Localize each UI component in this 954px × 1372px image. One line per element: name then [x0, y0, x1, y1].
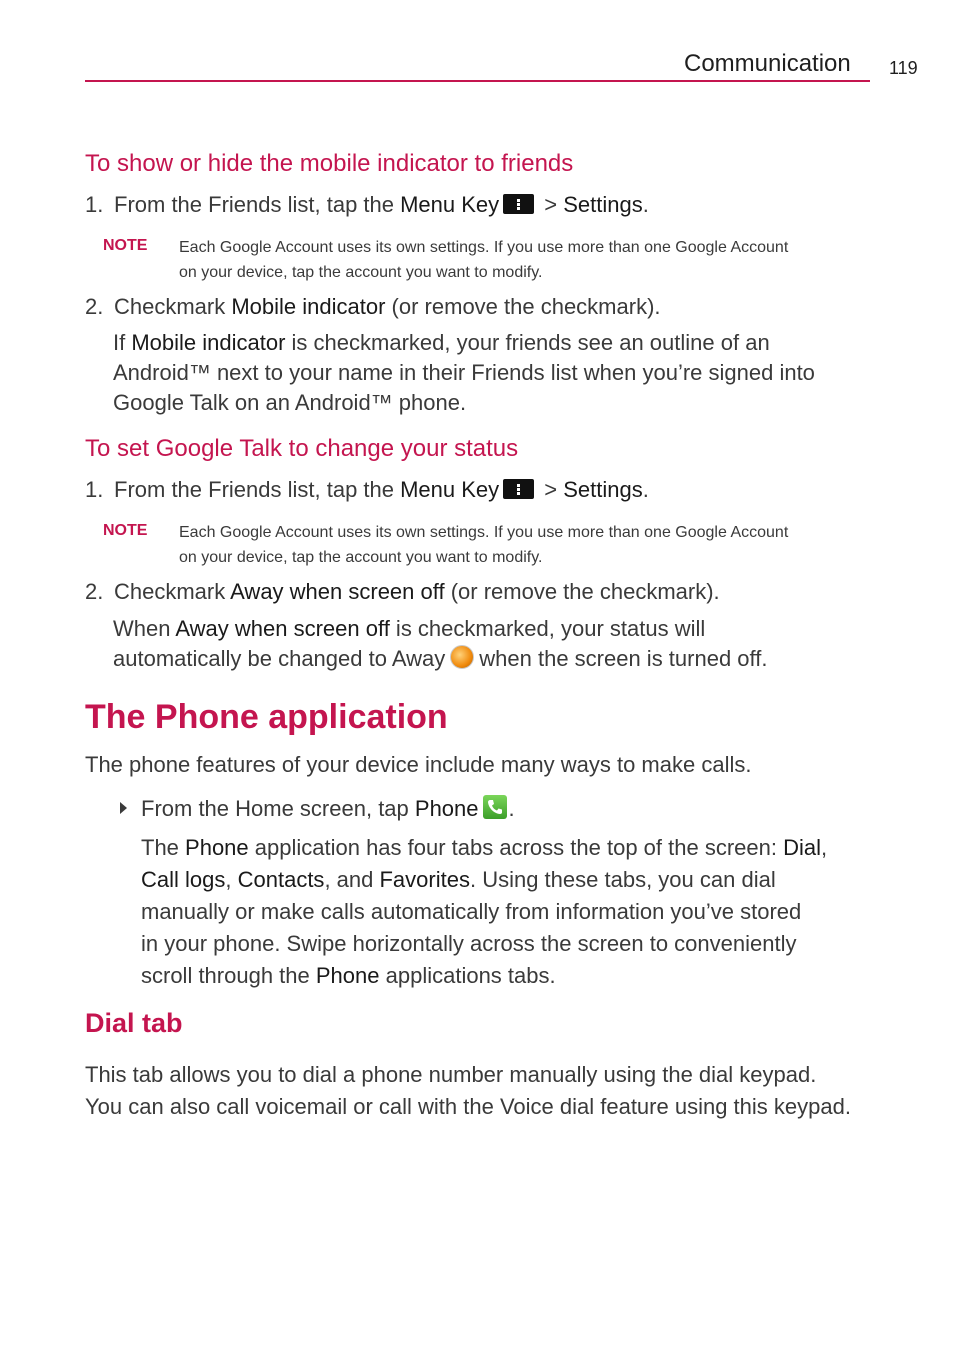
- period: .: [642, 192, 649, 217]
- step-text: Checkmark: [114, 579, 231, 604]
- phone-app-icon: [483, 795, 507, 819]
- note-text: [179, 520, 869, 570]
- page-title: The Phone application: [85, 698, 448, 736]
- settings-label: Settings: [563, 192, 643, 217]
- step-number: 1.: [85, 192, 104, 217]
- phone-paragraph: [141, 832, 881, 992]
- triangle-bullet-icon: [120, 802, 127, 814]
- para-line: This tab allows you to dial a phone number manually using the dial keypad.: [85, 1062, 817, 1087]
- running-header-section: Communication: [684, 50, 851, 77]
- note-line: on your device, tap the account you want to modify.: [179, 264, 543, 281]
- text: If: [113, 330, 132, 355]
- note-line: Each Google Account uses its own settings. If you use more than one Google Account: [179, 239, 789, 256]
- step-text: From the Friends list, tap the: [114, 477, 401, 502]
- menu-key-label: Menu Key: [400, 477, 500, 502]
- away-status-icon: [450, 645, 474, 669]
- gt-separator: >: [538, 477, 564, 502]
- para-line: [113, 644, 873, 674]
- note-line: Each Google Account uses its own settings. If you use more than one Google Account: [179, 524, 789, 541]
- step-text: (or remove the checkmark).: [385, 294, 661, 319]
- para-line: [113, 614, 873, 644]
- dial-tab-paragraph: [85, 1059, 851, 1123]
- section1-heading: To show or hide the mobile indicator to friends: [85, 150, 574, 177]
- text: application has four tabs across the top of the screen:: [248, 835, 784, 860]
- note-label: NOTE: [103, 237, 148, 254]
- menu-key-icon: [503, 194, 534, 214]
- away-when-screen-off-label: Away when screen off: [230, 579, 445, 604]
- phone-label: Phone: [185, 835, 249, 860]
- phone-label: Phone: [414, 796, 479, 821]
- section1-step1: [85, 190, 649, 220]
- text: .: [508, 796, 515, 821]
- section1-step2: [85, 292, 661, 322]
- para-line: [141, 960, 881, 992]
- away-when-screen-off-label: Away when screen off: [175, 616, 390, 641]
- text: ,: [225, 867, 238, 892]
- dial-label: Dial: [783, 835, 821, 860]
- step-text: Checkmark: [114, 294, 232, 319]
- phone-label: Phone: [315, 963, 380, 988]
- header-rule: [85, 80, 870, 82]
- para-line: manually or make calls automatically from information you’ve stored: [141, 899, 802, 924]
- text: The: [141, 835, 186, 860]
- para-line: Google Talk on an Android™ phone.: [113, 390, 467, 415]
- mobile-indicator-label: Mobile indicator: [131, 330, 286, 355]
- step-number: 2.: [85, 294, 104, 319]
- settings-label: Settings: [563, 477, 643, 502]
- text: ,: [821, 835, 828, 860]
- text: applications tabs.: [379, 963, 556, 988]
- section2-step2: [85, 577, 720, 607]
- para-line: in your phone. Swipe horizontally across the screen to conveniently: [141, 931, 797, 956]
- favorites-label: Favorites: [379, 867, 470, 892]
- para-line: [113, 328, 873, 358]
- mobile-indicator-label: Mobile indicator: [231, 294, 386, 319]
- text: When: [113, 616, 176, 641]
- section2-step1: [85, 475, 649, 505]
- text: . Using these tabs, you can dial: [469, 867, 776, 892]
- menu-key-icon: [503, 479, 534, 499]
- para-line: You can also call voicemail or call with the Voice dial feature using this keypad.: [85, 1094, 851, 1119]
- text: when the screen is turned off.: [479, 646, 768, 671]
- note-line: on your device, tap the account you want to modify.: [179, 549, 543, 566]
- contacts-label: Contacts: [237, 867, 325, 892]
- text: , and: [324, 867, 380, 892]
- step-text: From the Friends list, tap the: [114, 192, 401, 217]
- para-line: Android™ next to your name in their Friends list when you’re signed into: [113, 360, 815, 385]
- para-line: [141, 832, 881, 864]
- note-text: [179, 235, 869, 285]
- para-line: [141, 864, 881, 896]
- text: automatically be changed to Away: [113, 646, 446, 671]
- gt-separator: >: [538, 192, 564, 217]
- text: From the Home screen, tap: [141, 796, 415, 821]
- step-text: (or remove the checkmark).: [444, 579, 720, 604]
- step-number: 2.: [85, 579, 104, 604]
- text: is checkmarked, your friends see an outline of an: [285, 330, 770, 355]
- phone-bullet: [120, 794, 515, 824]
- text: scroll through the: [141, 963, 316, 988]
- dial-tab-heading: Dial tab: [85, 1008, 183, 1038]
- period: .: [642, 477, 649, 502]
- step-number: 1.: [85, 477, 104, 502]
- page-number: 119: [889, 58, 918, 78]
- call-logs-label: Call logs: [141, 867, 226, 892]
- phone-intro: The phone features of your device include many ways to make calls.: [85, 752, 752, 777]
- section1-paragraph: [113, 328, 873, 418]
- section2-paragraph: [113, 614, 873, 674]
- section2-heading: To set Google Talk to change your status: [85, 435, 519, 462]
- note-label: NOTE: [103, 522, 148, 539]
- menu-key-label: Menu Key: [400, 192, 500, 217]
- text: is checkmarked, your status will: [389, 616, 706, 641]
